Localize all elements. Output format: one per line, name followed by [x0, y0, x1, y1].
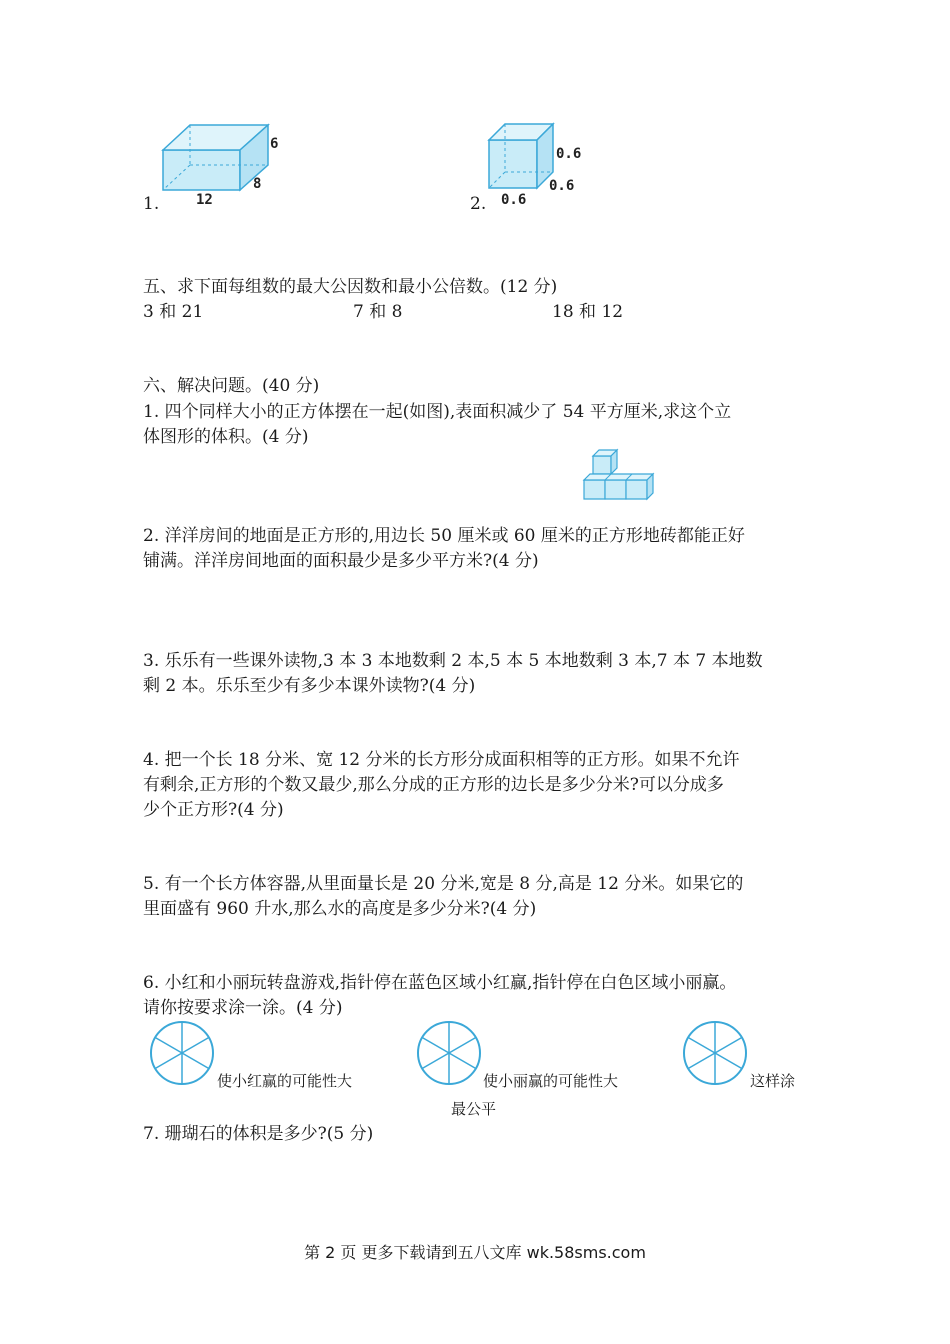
question-1-line-2: 体图形的体积。(4 分)	[143, 427, 309, 447]
number-pair-3: 18 和 12	[552, 302, 624, 322]
spinner-3-caption-continued: 最公平	[451, 1100, 497, 1118]
cube-figure	[487, 122, 557, 192]
question-3-line-1: 3. 乐乐有一些课外读物,3 本 3 本地数剩 2 本,5 本 5 本地数剩 3 本,7 本 7 本地数	[143, 651, 763, 671]
question-2-line-2: 铺满。洋洋房间地面的面积最少是多少平方米?(4 分)	[143, 551, 539, 571]
question-6-line-1: 6. 小红和小丽玩转盘游戏,指针停在蓝色区域小红赢,指针停在白色区域小丽赢。	[143, 973, 737, 993]
four-cubes-figure	[583, 446, 658, 501]
figure-1-number: 1.	[143, 194, 160, 214]
question-5-line-2: 里面盛有 960 升水,那么水的高度是多少分米?(4 分)	[143, 899, 537, 919]
question-3-line-2: 剩 2 本。乐乐至少有多少本课外读物?(4 分)	[143, 676, 476, 696]
question-6-line-2: 请你按要求涂一涂。(4 分)	[143, 998, 343, 1018]
question-4-line-2: 有剩余,正方形的个数又最少,那么分成的正方形的边长是多少分米?可以分成多	[143, 775, 724, 795]
section-5-title: 五、求下面每组数的最大公因数和最小公倍数。(12 分)	[143, 277, 558, 297]
section-6-title: 六、解决问题。(40 分)	[143, 376, 320, 396]
page-footer: 第 2 页 更多下载请到五八文库 wk.58sms.com	[304, 1243, 646, 1262]
figure-2-length: 0.6	[501, 192, 527, 208]
number-pair-2: 7 和 8	[353, 302, 403, 322]
figure-1-length: 12	[196, 192, 213, 208]
figure-2-height: 0.6	[556, 146, 582, 162]
question-4-line-1: 4. 把一个长 18 分米、宽 12 分米的长方形分成面积相等的正方形。如果不允许	[143, 750, 740, 770]
number-pair-1: 3 和 21	[143, 302, 204, 322]
question-2-line-1: 2. 洋洋房间的地面是正方形的,用边长 50 厘米或 60 厘米的正方形地砖都能正好	[143, 526, 745, 546]
question-1-line-1: 1. 四个同样大小的正方体摆在一起(如图),表面积减少了 54 平方厘米,求这个立	[143, 402, 732, 422]
figure-2-number: 2.	[470, 194, 487, 214]
spinner-2-caption: 使小丽赢的可能性大	[483, 1072, 619, 1090]
spinner-3-caption: 这样涂	[750, 1072, 796, 1090]
figure-1-width: 8	[253, 176, 262, 192]
question-5-line-1: 5. 有一个长方体容器,从里面量长是 20 分米,宽是 8 分,高是 12 分米。如果它的	[143, 874, 744, 894]
figure-2-width: 0.6	[549, 178, 575, 194]
spinner-3	[682, 1020, 748, 1086]
cuboid-figure	[160, 120, 290, 200]
spinner-2	[416, 1020, 482, 1086]
question-4-line-3: 少个正方形?(4 分)	[143, 800, 284, 820]
spinner-1-caption: 使小红赢的可能性大	[217, 1072, 353, 1090]
question-7-line-1: 7. 珊瑚石的体积是多少?(5 分)	[143, 1124, 374, 1144]
figure-1-height: 6	[270, 136, 279, 152]
spinner-1	[149, 1020, 215, 1086]
